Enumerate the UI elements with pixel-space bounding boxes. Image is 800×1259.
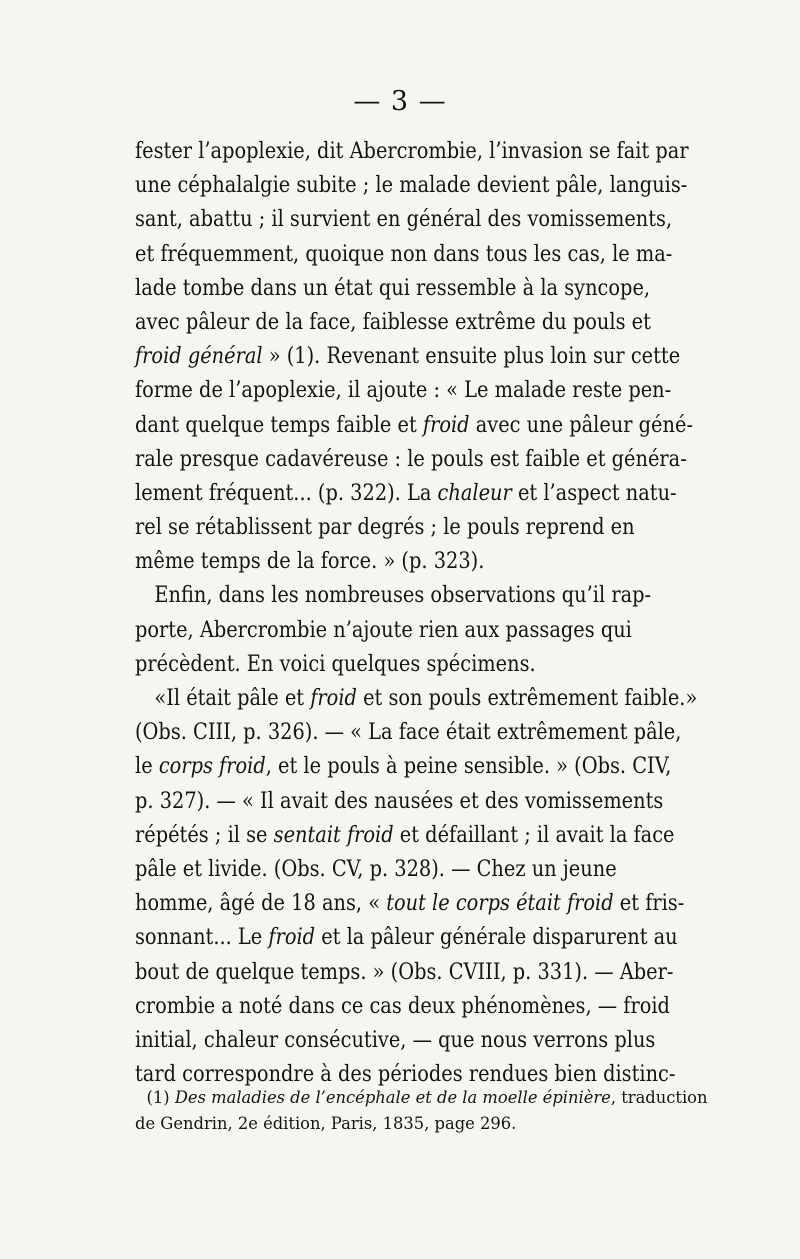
- body-line: [135, 614, 632, 648]
- text-segment: avec pâleur de la face, faiblesse extrême du pouls et: [135, 309, 651, 335]
- text-segment: lade tombe dans un état qui ressemble à la syncope,: [135, 275, 651, 301]
- text-segment: tard correspondre à des périodes rendues bien distinc-: [135, 1062, 676, 1088]
- page-number: — 3 —: [353, 86, 447, 117]
- italic-text: froid: [310, 686, 357, 711]
- italic-text: froid: [268, 925, 316, 951]
- body-line: [135, 887, 685, 921]
- body-line: [135, 750, 672, 784]
- body-line: [135, 785, 664, 819]
- body-line: [135, 340, 681, 374]
- text-segment: dant quelque temps faible et: [135, 412, 423, 438]
- body-line: [135, 853, 617, 887]
- body-line: [135, 477, 677, 511]
- body-line: [135, 203, 673, 237]
- italic-text: chaleur: [437, 480, 512, 506]
- text-segment: Enfin, dans les nombreuses observations qu’il rap-: [154, 583, 652, 609]
- italic-text: corps froid: [158, 754, 266, 780]
- text-segment: , et le pouls à peine sensible. » (Obs. CIV,: [265, 754, 672, 780]
- text-segment: et fréquemment, quoique non dans tous les cas, le ma-: [135, 241, 673, 267]
- body-line: [135, 511, 635, 545]
- footnote-line: [135, 1085, 708, 1111]
- footnote-line: [135, 1111, 653, 1137]
- text-segment: précèdent. En voici quelques spécimens.: [135, 651, 536, 677]
- text-segment: rel se rétablissent par degrés ; le pouls reprend en: [135, 515, 635, 541]
- text-segment: homme, âgé de 18 ans, «: [135, 891, 387, 917]
- text-segment: fester l’apoplexie, dit Abercrombie, l’invasion se fait par: [135, 139, 689, 164]
- text-segment: forme de l’apoplexie, il ajoute : « Le malade reste pen-: [135, 378, 672, 404]
- text-segment: même temps de la force. » (p. 323).: [135, 549, 485, 575]
- body-line: [135, 272, 651, 306]
- body-line: [135, 135, 689, 169]
- text-segment: répétés ; il se: [135, 822, 274, 848]
- body-line: [135, 169, 688, 203]
- text-segment: (Obs. CIII, p. 326). — « La face était extrêmement pâle,: [135, 720, 682, 746]
- body-line: [135, 956, 674, 990]
- body-text: [135, 135, 698, 1092]
- text-segment: et l’aspect natu-: [511, 480, 677, 506]
- text-segment: «Il était pâle et: [154, 686, 311, 711]
- italic-text: tout le corps était froid: [386, 891, 614, 917]
- text-segment: le: [135, 754, 159, 780]
- body-line: [135, 579, 652, 613]
- text-segment: bout de quelque temps. » (Obs. CVIII, p. 331). — Aber-: [135, 959, 674, 985]
- body-line: [135, 545, 603, 579]
- body-line: [135, 443, 687, 477]
- body-line: [135, 990, 670, 1024]
- text-segment: porte, Abercrombie n’ajoute rien aux passages qui: [135, 617, 632, 643]
- body-line: [135, 682, 698, 716]
- footnote: [135, 1085, 708, 1137]
- text-segment: et défaillant ; il avait la face: [393, 822, 675, 848]
- text-segment: » (1). Revenant ensuite plus loin sur cette: [262, 344, 681, 370]
- text-segment: rale presque cadavéreuse : le pouls est faible et généra-: [135, 446, 687, 472]
- text-segment: et fris-: [613, 891, 685, 917]
- text-segment: sonnant... Le: [135, 925, 269, 951]
- text-segment: une céphalalgie subite ; le malade devient pâle, languis-: [135, 173, 688, 199]
- italic-text: froid: [422, 412, 470, 438]
- italic-text: Des maladies de l’encéphale et de la moelle épinière: [174, 1088, 611, 1108]
- text-segment: avec une pâleur géné-: [469, 412, 693, 438]
- text-segment: , traduction: [610, 1088, 708, 1108]
- italic-text: froid général: [135, 344, 263, 370]
- text-segment: et son pouls extrêmement faible.»: [356, 686, 698, 711]
- body-line: [135, 374, 672, 408]
- body-line: [135, 306, 651, 340]
- body-line: [135, 921, 678, 955]
- body-line: [135, 819, 675, 853]
- text-segment: initial, chaleur consécutive, — que nous verrons plus: [135, 1027, 656, 1053]
- body-line: [135, 716, 682, 750]
- text-segment: pâle et livide. (Obs. CV, p. 328). — Chez un jeune: [135, 856, 617, 882]
- body-line: [135, 409, 693, 443]
- text-segment: et la pâleur générale disparurent au: [315, 925, 678, 951]
- body-line: [135, 1024, 656, 1058]
- body-line: [135, 238, 673, 272]
- text-segment: (1): [146, 1088, 175, 1108]
- text-segment: lement fréquent... (p. 322). La: [135, 480, 438, 506]
- body-line: [135, 648, 603, 682]
- text-segment: p. 327). — « Il avait des nausées et des vomissements: [135, 788, 664, 814]
- text-segment: sant, abattu ; il survient en général des vomissements,: [135, 207, 673, 233]
- text-segment: crombie a noté dans ce cas deux phénomènes, — froid: [135, 993, 670, 1019]
- text-segment: de Gendrin, 2e édition, Paris, 1835, page 296.: [135, 1114, 517, 1134]
- italic-text: sentait froid: [273, 822, 394, 848]
